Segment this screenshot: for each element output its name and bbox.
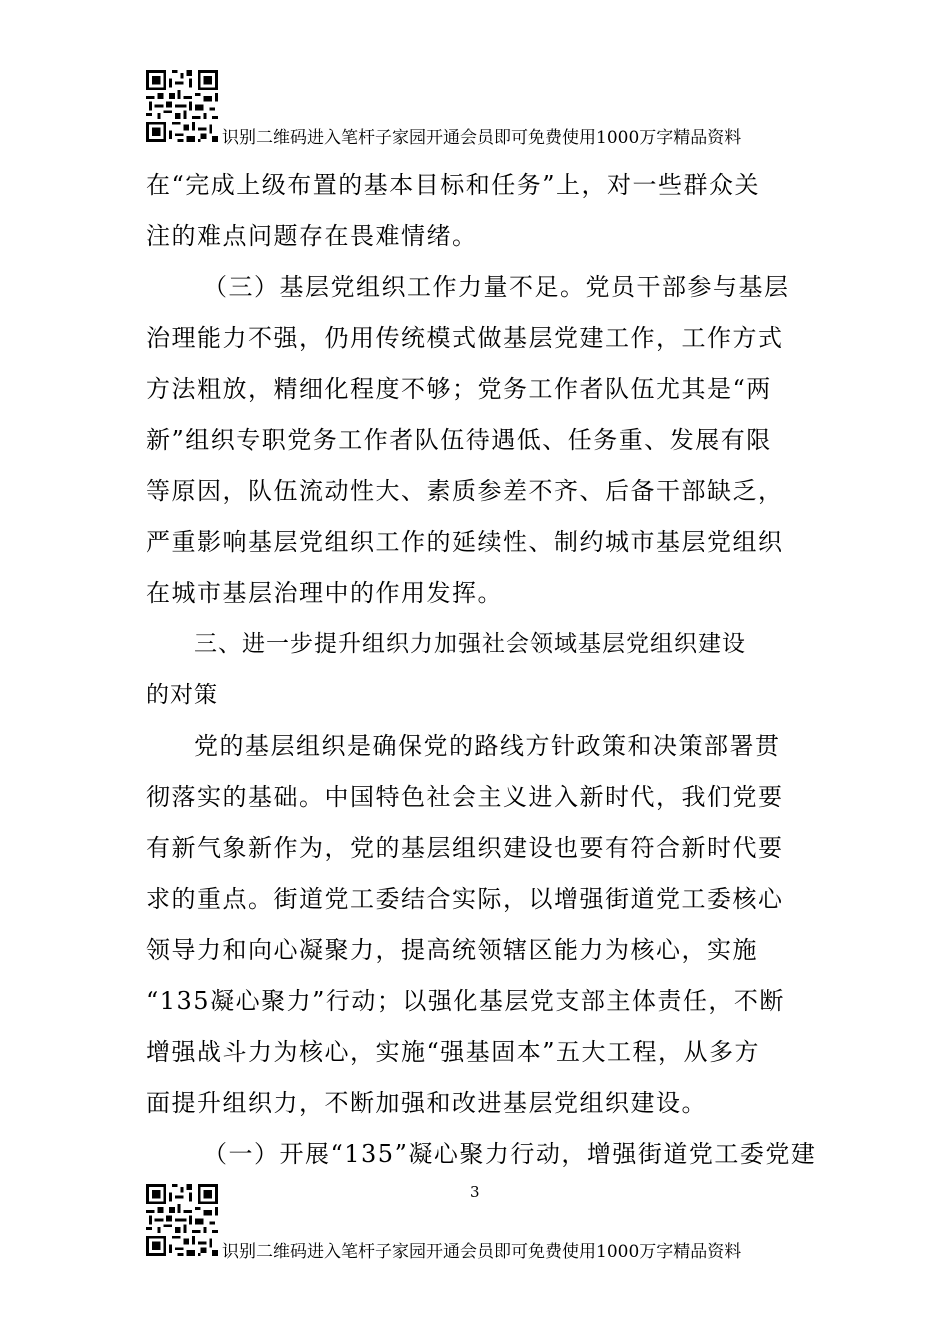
promo-banner-text: 识别二维码进入笔杆子家园开通会员即可免费使用1000万字精品资料 [222,128,742,148]
body-line: 面提升组织力，不断加强和改进基层党组织建设。 [146,1089,707,1117]
body-line: 在城市基层治理中的作用发挥。 [146,579,503,607]
body-line: 严重影响基层党组织工作的延续性、制约城市基层党组织 [146,528,784,556]
qr-code-icon [146,1184,218,1256]
body-line: 等原因，队伍流动性大、素质参差不齐、后备干部缺乏， [146,477,784,505]
body-line: 新”组织专职党务工作者队伍待遇低、任务重、发展有限 [146,426,772,454]
section-heading: 的对策 [146,682,218,708]
promo-banner-text: 识别二维码进入笔杆子家园开通会员即可免费使用1000万字精品资料 [222,1242,742,1262]
body-line: （三）基层党组织工作力量不足。党员干部参与基层 [203,273,790,301]
body-line: 求的重点。街道党工委结合实际，以增强街道党工委核心 [146,885,784,913]
body-line: 增强战斗力为核心，实施“强基固本”五大工程，从多方 [146,1038,761,1066]
body-line: 方法粗放，精细化程度不够；党务工作者队伍尤其是“两 [146,375,772,403]
body-line: 有新气象新作为，党的基层组织建设也要有符合新时代要 [146,834,784,862]
section-heading: 三、进一步提升组织力加强社会领域基层党组织建设 [194,631,746,657]
body-line: 注的难点问题存在畏难情绪。 [146,222,478,250]
body-line: 治理能力不强，仍用传统模式做基层党建工作，工作方式 [146,324,784,352]
document-body [146,160,817,1180]
body-line: 党的基层组织是确保党的路线方针政策和决策部署贯 [194,732,781,760]
qr-code-icon [146,70,218,142]
body-line: 领导力和向心凝聚力，提高统领辖区能力为核心，实施 [146,936,758,964]
body-line: 彻落实的基础。中国特色社会主义进入新时代，我们党要 [146,783,784,811]
page-number: 3 [470,1183,480,1201]
body-line: （一）开展“135”凝心聚力行动，增强街道党工委党建 [203,1140,817,1168]
body-line: 在“完成上级布置的基本目标和任务”上，对一些群众关 [146,171,761,199]
body-line: “135凝心聚力”行动；以强化基层党支部主体责任，不断 [146,987,785,1015]
